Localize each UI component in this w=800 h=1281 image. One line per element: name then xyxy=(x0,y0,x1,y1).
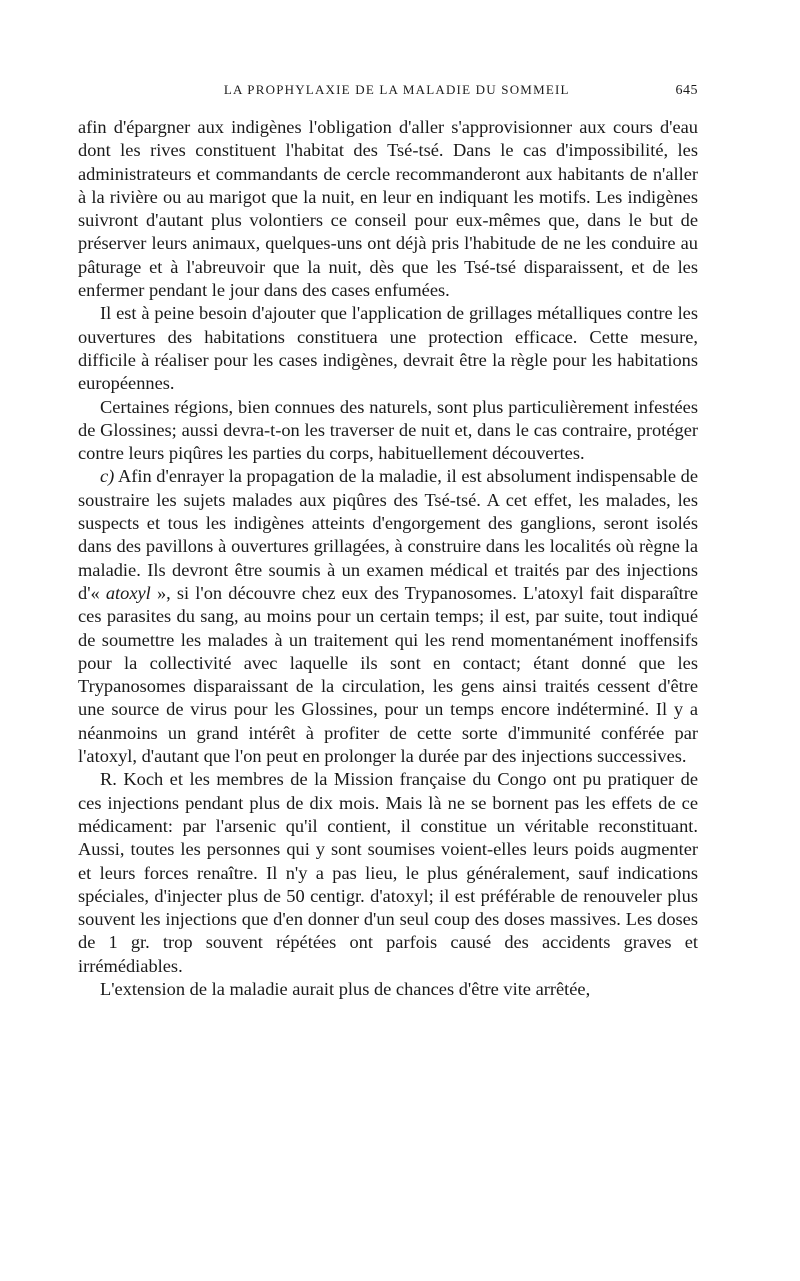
paragraph: Il est à peine besoin d'ajouter que l'application de grillages métalliques contre les ouvertures des habitations constituera une protection efficace. Cette mesure, difficile à réaliser pour les cases indigènes, devrait être la règle pour les habitations européennes. xyxy=(78,303,698,394)
page-number: 645 xyxy=(675,83,698,98)
page xyxy=(78,82,698,1001)
running-header xyxy=(78,82,698,102)
italic-term: atoxyl xyxy=(105,582,151,603)
paragraph: afin d'épargner aux indigènes l'obligation d'aller s'approvisionner aux cours d'eau dont les rives constituent l'habitat des Tsé-tsé. Dans le cas d'impossibilité, les administrateurs et commandants de cercle recommanderont aux habitants de n'aller à la rivière ou au marigot que la nuit, en leur en indiquant les motifs. Les indigènes suivront d'autant plus volontiers ce conseil pour eux-mêmes que, dans le but de préserver leurs animaux, quelques-uns ont déjà pris l'habitude de ne les conduire au pâturage et à l'abreuvoir que la nuit, dès que les Tsé-tsé disparaissent, et de les enfermer pendant le jour dans des cases enfumées. xyxy=(78,117,698,301)
paragraph xyxy=(78,465,698,768)
section-marker: c) xyxy=(100,466,115,487)
paragraph-text: Afin d'enrayer la propagation de la maladie, il est absolument indispensable de soustraire les sujets malades aux piqûres des Tsé-tsé. A cet effet, les malades, les suspects et tous les indigènes atteints d'engorgement des ganglions, seront isolés dans des pavillons à ouvertures grillagées, à construire dans les localités où règne la maladie. Ils devront être soumis à un examen médical et traités par des injections d'« xyxy=(78,466,698,603)
paragraph: Certaines régions, bien connues des naturels, sont plus particulièrement infestées de Glossines; aussi devra-t-on les traverser de nuit et, dans le cas contraire, protéger contre leurs piqûres les parties du corps, habituellement découvertes. xyxy=(78,396,698,464)
body-text xyxy=(78,116,698,1001)
running-title: LA PROPHYLAXIE DE LA MALADIE DU SOMMEIL xyxy=(223,82,570,97)
paragraph-text: », si l'on découvre chez eux des Trypanosomes. L'atoxyl fait disparaître ces parasites du sang, au moins pour un certain temps; il est, par suite, tout indiqué de soumettre les malades à un traitement qui les rend momentanément inoffensifs pour la collectivité avec laquelle ils sont en contact; étant donné que les Trypanosomes disparaissant de la circulation, les gens ainsi traités cessent d'être une source de virus pour les Glossines, pour un temps encore indéterminé. Il y a néanmoins un grand intérêt à profiter de cette sorte d'immunité conférée par l'atoxyl, d'autant que l'on peut en prolonger la durée par des injections successives. xyxy=(78,582,698,767)
paragraph: R. Koch et les membres de la Mission française du Congo ont pu pratiquer de ces injections pendant plus de dix mois. Mais là ne se bornent pas les effets de ce médicament: par l'arsenic qu'il contient, il constitue un véritable reconstituant. Aussi, toutes les personnes qui y sont soumises voient-elles leurs poids augmenter et leurs forces renaître. Il n'y a pas lieu, le plus généralement, sauf indications spéciales, d'injecter plus de 50 centigr. d'atoxyl; il est préférable de renouveler plus souvent les injections que d'en donner d'un seul coup des doses massives. Les doses de 1 gr. trop souvent répétées ont parfois causé des accidents graves et irrémédiables. xyxy=(78,769,698,976)
paragraph: L'extension de la maladie aurait plus de chances d'être vite arrêtée, xyxy=(100,978,591,999)
